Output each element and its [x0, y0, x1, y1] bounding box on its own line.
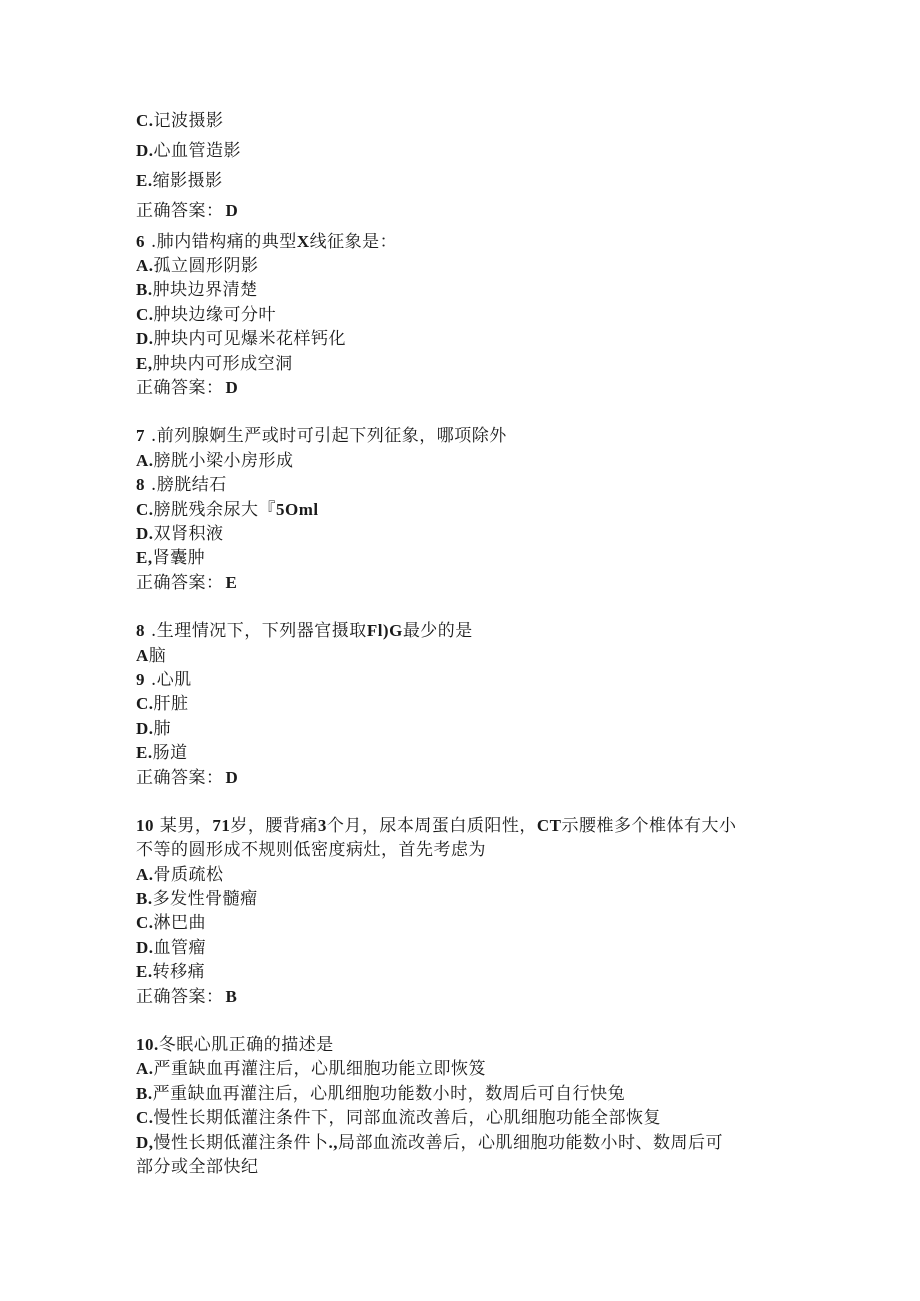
- option-a: A.孤立圆形阴影: [136, 256, 259, 276]
- option-a: A.严重缺血再灌注后，心肌细胞功能立即恢笈: [136, 1059, 487, 1079]
- option-b: 8 .膀胱结石: [136, 475, 227, 495]
- option-e: E.肠道: [136, 743, 188, 763]
- option-e: E,肾囊肿: [136, 548, 206, 568]
- option-b: B.严重缺血再灌注后，心肌细胞功能数小时，数周后可自行快兔: [136, 1084, 626, 1104]
- question-7: 7 .前列腺婀生严或时可引起下列征象，哪项除外: [136, 426, 507, 446]
- option-d: D,慢性长期低灌注条件卜.,局部血流改善后，心肌细胞功能数小时、数周后可: [136, 1133, 724, 1153]
- question-6: 6 .肺内错构痛的典型X线征象是：: [136, 232, 398, 252]
- question-8: 8 .生理情况下，下列器官摄取Fl)G最少的是: [136, 621, 473, 641]
- answer-line: 正确答案： D: [136, 768, 239, 788]
- answer-line: 正确答案： B: [136, 987, 238, 1007]
- option-c: C.淋巴曲: [136, 913, 207, 933]
- question-10-line2: 不等的圆形成不规则低密度病灶，首先考虑为: [136, 840, 486, 860]
- option-b: B.肿块边界清楚: [136, 280, 258, 300]
- option-c: C.肿块边缘可分叶: [136, 305, 277, 325]
- question-10: 10 某男，71岁，腰背痛3个月，尿本周蛋白质阳性，CT示腰椎多个椎体有大小: [136, 816, 737, 836]
- option-d: D.双肾积液: [136, 524, 224, 544]
- option-c: C.肝脏: [136, 694, 189, 714]
- option-c: C.膀胱残余尿大『5Oml: [136, 500, 319, 520]
- option-e: E,肿块内可形成空洞: [136, 354, 293, 374]
- option-b: B.多发性骨髓瘤: [136, 889, 258, 909]
- option-b: 9 .心肌: [136, 670, 192, 690]
- option-e: E.缩影摄影: [136, 171, 223, 191]
- option-d: D.心血管造影: [136, 141, 242, 161]
- answer-line: 正确答案： E: [136, 573, 238, 593]
- option-a: A脑: [136, 646, 167, 666]
- option-d: D.血管瘤: [136, 938, 207, 958]
- option-e: E.转移痛: [136, 962, 206, 982]
- option-a: A.膀胱小梁小房形成: [136, 451, 294, 471]
- option-c: C.记波摄影: [136, 111, 224, 131]
- answer-line: 正确答案： D: [136, 378, 239, 398]
- question-10b: 10.冬眠心肌正确的描述是: [136, 1035, 334, 1055]
- option-c: C.慢性长期低灌注条件下，同部血流改善后，心肌细胞功能全部恢复: [136, 1108, 662, 1128]
- option-d: D.肿块内可见爆米花样钙化: [136, 329, 347, 349]
- option-d-line2: 部分或全部快纪: [136, 1157, 259, 1177]
- option-a: A.骨质疏松: [136, 865, 224, 885]
- option-d: D.肺: [136, 719, 172, 739]
- answer-line: 正确答案： D: [136, 201, 239, 221]
